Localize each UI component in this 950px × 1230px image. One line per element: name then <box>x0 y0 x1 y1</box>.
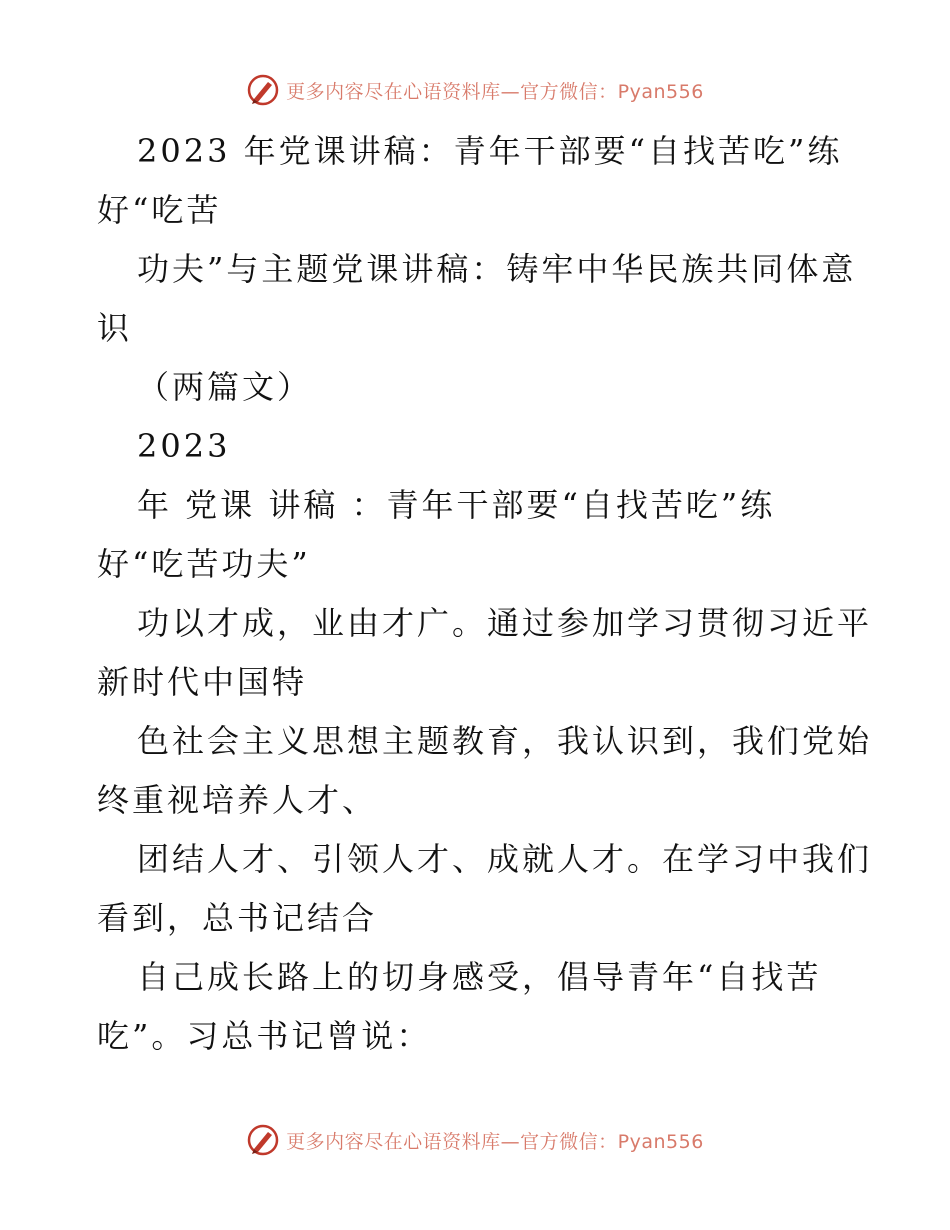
doc-line: 识 <box>97 309 133 347</box>
pen-logo-icon <box>246 73 280 107</box>
banner-text <box>286 77 704 104</box>
doc-line: 好“吃苦 <box>97 191 222 229</box>
doc-line: （两篇文） <box>137 368 313 406</box>
document-body <box>97 122 873 1066</box>
header-banner <box>0 70 950 110</box>
doc-line: 好“吃苦功夫” <box>97 545 311 583</box>
doc-line: 2023 <box>137 427 231 465</box>
doc-line: 色社会主义思想主题教育，我认识到，我们党始 <box>137 722 873 760</box>
footer-banner <box>0 1120 950 1160</box>
doc-line: 吃”。习总书记曾说： <box>97 1017 432 1055</box>
banner-site-text: 更多内容尽在心语资料库—官方微信： <box>286 1130 618 1153</box>
doc-line: 功夫”与主题党课讲稿：铸牢中华民族共同体意 <box>137 250 857 288</box>
pen-logo-icon <box>246 1123 280 1157</box>
doc-line: 年 党课 讲稿 ：青年干部要“自找苦吃”练 <box>137 486 776 524</box>
doc-line: 新时代中国特 <box>97 663 308 701</box>
doc-line: 团结人才、引领人才、成就人才。在学习中我们 <box>137 840 873 878</box>
banner-wechat-id: Pyan556 <box>617 1130 704 1153</box>
doc-line: 自己成长路上的切身感受，倡导青年“自找苦 <box>137 958 822 996</box>
banner-wechat-id: Pyan556 <box>617 80 704 103</box>
banner-site-text: 更多内容尽在心语资料库—官方微信： <box>286 80 618 103</box>
doc-line: 2023 年党课讲稿：青年干部要“自找苦吃”练 <box>137 132 843 170</box>
banner-text <box>286 1127 704 1154</box>
doc-line: 看到，总书记结合 <box>97 899 378 937</box>
doc-line: 功以才成，业由才广。通过参加学习贯彻习近平 <box>137 604 873 642</box>
doc-line: 终重视培养人才、 <box>97 781 378 819</box>
